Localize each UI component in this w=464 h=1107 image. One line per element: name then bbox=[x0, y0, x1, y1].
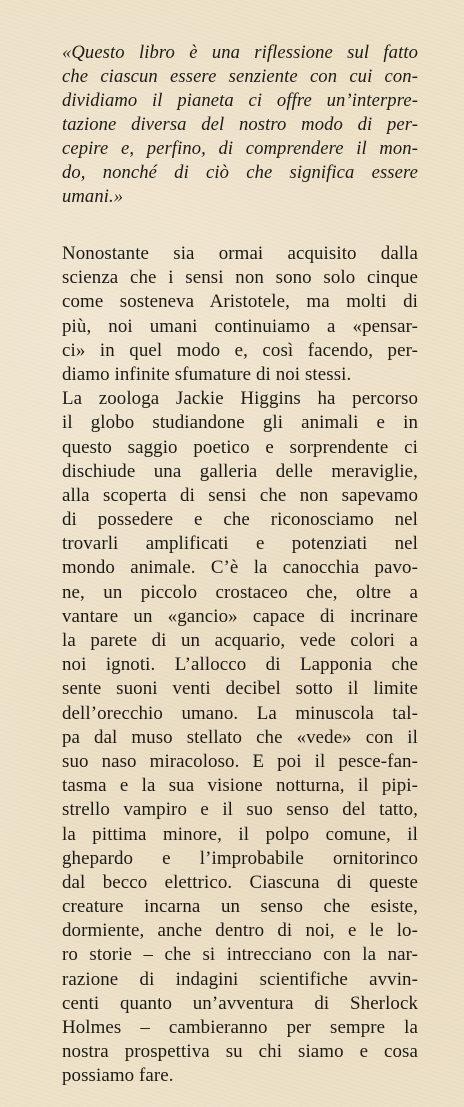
description-line: la pittima minore, il polpo comune, il bbox=[62, 823, 418, 845]
description-line: alla scoperta di sensi che non sapevamo bbox=[62, 484, 418, 506]
quote-line: che ciascun essere senziente con cui con- bbox=[62, 66, 418, 87]
description-line: ghepardo e l’improbabile ornitorinco bbox=[62, 847, 418, 869]
quote-line: umani.» bbox=[62, 186, 124, 207]
description-line: creature incarna un senso che esiste, bbox=[62, 896, 418, 918]
description-line: questo saggio poetico e sorprendente ci bbox=[62, 436, 418, 458]
description-line: ne, un piccolo crostaceo che, oltre a bbox=[62, 581, 418, 603]
description-line: sente suoni venti decibel sotto il limite bbox=[62, 678, 418, 700]
description-line: il globo studiandone gli animali e in bbox=[62, 412, 418, 434]
description-line: dal becco elettrico. Ciascuna di queste bbox=[62, 871, 418, 893]
quote-line: do, nonché di ciò che significa essere bbox=[62, 162, 418, 183]
description-line: ci» in quel modo e, così facendo, per- bbox=[62, 339, 418, 361]
description-line: suo naso miracoloso. E poi il pesce-fan- bbox=[62, 750, 418, 772]
description-line: di possedere e che riconosciamo nel bbox=[62, 509, 418, 531]
description-line: tasma e la sua visione notturna, il pipi- bbox=[62, 775, 418, 797]
description-line: la parete di un acquario, vede colori a bbox=[62, 630, 418, 651]
quote-line: cepire e, perfino, di comprendere il mon- bbox=[62, 138, 418, 159]
description-line: possiamo fare. bbox=[62, 1065, 174, 1087]
description-line: centi quanto un’avventura di Sherlock bbox=[62, 992, 418, 1014]
description-line: noi ignoti. L’allocco di Lapponia che bbox=[62, 654, 418, 676]
description-line: ro storie – che si intrecciano con la nar- bbox=[62, 944, 418, 966]
description-line: come sosteneva Aristotele, ma molti di bbox=[62, 291, 418, 313]
quote-line: «Questo libro è una riflessione sul fatto bbox=[62, 42, 418, 63]
description-line: diamo infinite sfumature di noi stessi. bbox=[62, 363, 352, 385]
cover-quote bbox=[62, 41, 418, 209]
description-line: dormiente, anche dentro di noi, e le lo- bbox=[62, 920, 418, 942]
description-line: Holmes – cambieranno per sempre la bbox=[62, 1017, 418, 1038]
description-line: mondo animale. C’è la canocchia pavo- bbox=[62, 557, 418, 579]
description-line: scienza che i sensi non sono solo cinque bbox=[62, 267, 418, 289]
description-line: strello vampiro e il suo senso del tatto, bbox=[62, 799, 418, 821]
description-line: nostra prospettiva su chi siamo e cosa bbox=[62, 1041, 418, 1063]
quote-line: dividiamo il pianeta ci offre un’interpre- bbox=[62, 90, 418, 111]
description-line: pa dal muso stellato che «vede» con il bbox=[62, 726, 418, 748]
description-line: La zoologa Jackie Higgins ha percorso bbox=[62, 388, 418, 410]
description-line: trovarli amplificati e potenziati nel bbox=[62, 533, 418, 555]
quote-line: tazione diversa del nostro modo di per- bbox=[62, 114, 418, 135]
description-line: più, noi umani continuiamo a «pensar- bbox=[62, 315, 418, 337]
description-line: Nonostante sia ormai acquisito dalla bbox=[62, 243, 418, 264]
description-line: razione di indagini scientifiche avvin- bbox=[62, 968, 418, 990]
description-line: dell’orecchio umano. La minuscola tal- bbox=[62, 702, 418, 724]
description-line: dischiude una galleria delle meraviglie, bbox=[62, 460, 418, 482]
description-line: vantare un «gancio» capace di incrinare bbox=[62, 605, 418, 627]
book-description bbox=[62, 242, 418, 1089]
